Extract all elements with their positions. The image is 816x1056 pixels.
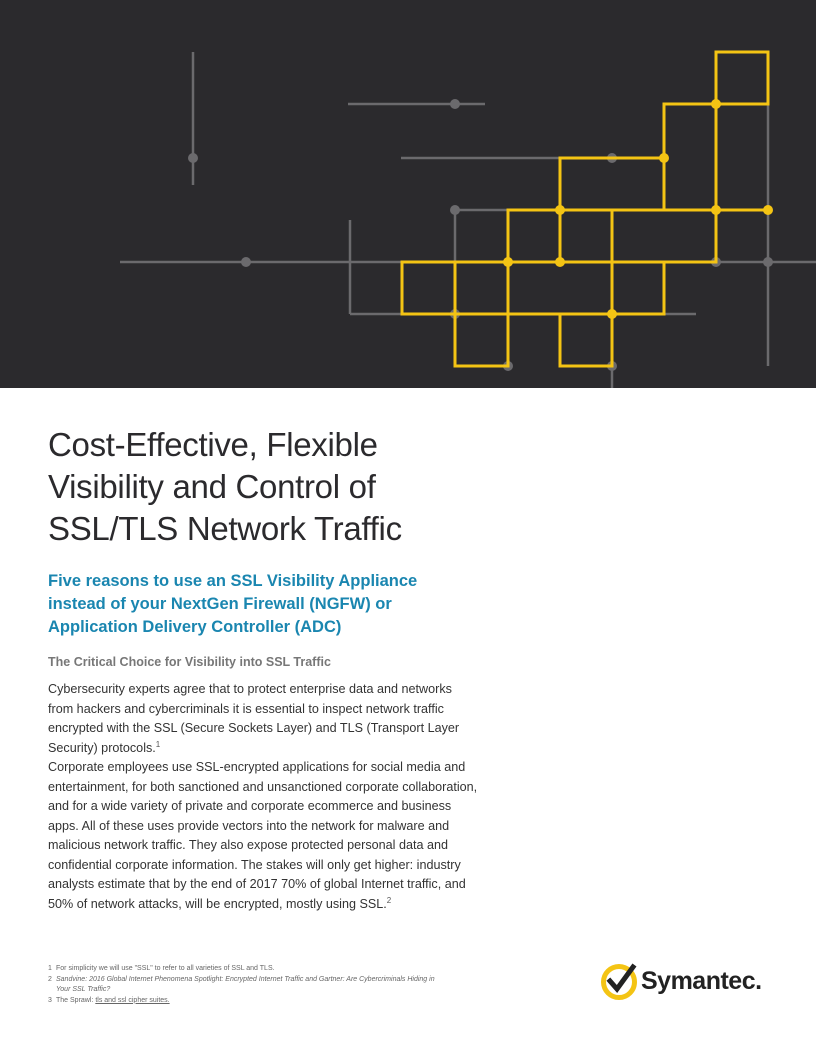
paragraph bbox=[48, 758, 478, 914]
footnote-text: Sandvine: 2016 Global Internet Phenomena Spotlight: Encrypted Internet Traffic and Gartner: Are Cybercriminals Hiding in Your SSL Traffic? bbox=[56, 975, 435, 993]
paragraph-text: Cybersecurity experts agree that to protect enterprise data and networks from hackers and cybercriminals it is essential to inspect network traffic encrypted with the SSL (Secure Sockets Layer) and TLS (Transport Layer Security) protocols. bbox=[48, 682, 460, 755]
footnote-text: For simplicity we will use "SSL" to refer to all varieties of SSL and TLS. bbox=[56, 965, 275, 972]
subtitle-line: Application Delivery Controller (ADC) bbox=[48, 618, 342, 636]
body-text bbox=[48, 680, 478, 914]
title-line: Cost-Effective, Flexible bbox=[48, 426, 378, 463]
symantec-logo bbox=[600, 962, 762, 1000]
title-line: SSL/TLS Network Traffic bbox=[48, 510, 402, 547]
brand-name: Symantec. bbox=[641, 966, 762, 995]
subtitle-line: instead of your NextGen Firewall (NGFW) or bbox=[48, 595, 392, 613]
footnote-ref: 2 bbox=[386, 895, 392, 905]
hero-banner bbox=[0, 0, 816, 388]
document-subtitle bbox=[48, 570, 488, 639]
footnote-ref: 1 bbox=[155, 739, 161, 749]
network-grid-graphic bbox=[0, 0, 816, 388]
footnote-link[interactable]: tls and ssl cipher suites. bbox=[95, 996, 170, 1004]
subtitle-line: Five reasons to use an SSL Visibility Appliance bbox=[48, 572, 418, 590]
footnote-number: 1 bbox=[48, 965, 52, 972]
footnote bbox=[48, 964, 438, 975]
paragraph bbox=[48, 680, 478, 758]
checkmark-circle-icon bbox=[600, 962, 638, 1000]
footnote-number: 3 bbox=[48, 996, 52, 1004]
footnote bbox=[48, 996, 438, 1007]
footnote-number: 2 bbox=[48, 975, 52, 983]
section-heading: The Critical Choice for Visibility into SSL Traffic bbox=[48, 655, 331, 669]
footnote-text: The Sprawl: bbox=[56, 996, 94, 1004]
footnotes bbox=[48, 964, 438, 1006]
title-line: Visibility and Control of bbox=[48, 468, 376, 505]
paragraph-text: Corporate employees use SSL-encrypted applications for social media and entertainment, for both sanctioned and unsanctioned corporate collaboration, and for a wide variety of private and corporate ecommerce and business apps. All of these uses provide vectors into the network for malware and malicious network traffic. They also expose protected personal data and confidential corporate information. The stakes will only get higher: industry analysts estimate that by the end of 2017 70% of global Internet traffic, and 50% of network attacks, will be encrypted, mostly using SSL. bbox=[48, 760, 478, 911]
document-title bbox=[48, 424, 508, 550]
footnote bbox=[48, 975, 438, 996]
